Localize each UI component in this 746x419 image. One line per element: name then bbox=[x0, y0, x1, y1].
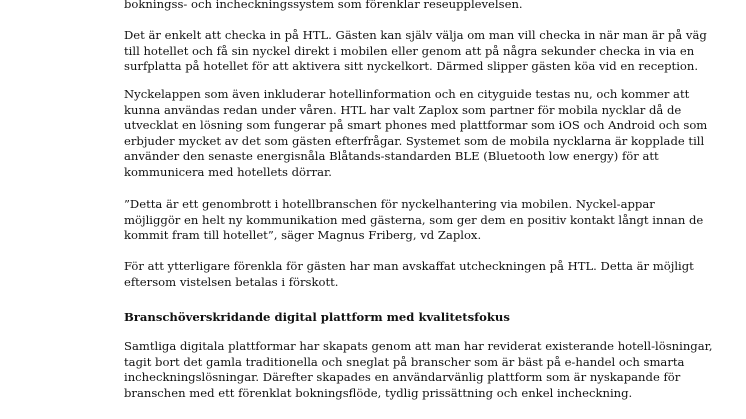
paragraph-check-in bbox=[124, 28, 724, 75]
text-line: bokningss- och incheckningssystem som förenklar reseupplevelsen. bbox=[124, 0, 523, 11]
text-line: till hotellet och få sin nyckel direkt i mobilen eller genom att på några sekunder checka in via en bbox=[124, 43, 695, 58]
text-line: eftersom vistelsen betalas i förskott. bbox=[124, 274, 339, 289]
paragraph-key-app bbox=[124, 87, 724, 180]
section-heading bbox=[124, 310, 724, 326]
text-line: erbjuder mycket av det som gästen efterfrågar. Systemet som de mobila nycklarna är kopplade till bbox=[124, 133, 705, 148]
text-line: ”Detta är ett genombrott i hotellbranschen för nyckelhantering via mobilen. Nyckel-appar bbox=[124, 197, 655, 211]
text-line: kommit fram till hotellet”, säger Magnus Friberg, vd Zaplox. bbox=[124, 228, 482, 242]
text-line: Samtliga digitala plattformar har skapats genom att man har reviderat existerande hotell-lösningar, bbox=[124, 339, 713, 353]
text-line: branschen med ett förenklat bokningsflöde, tydlig prissättning och enkel incheckning. bbox=[124, 385, 633, 400]
text-line: kunna användas redan under våren. HTL har valt Zaplox som partner för mobila nycklar då de bbox=[124, 102, 682, 117]
text-line: använder den senaste energisnåla Blåtands-standarden BLE (Bluetooth low energy) för att bbox=[124, 149, 659, 163]
text-line: surfplatta på hotellet för att aktivera sitt nyckelkort. Därmed slipper gästen köa vid en reception. bbox=[124, 59, 699, 73]
text-line: möjliggör en helt ny kommunikation med gästerna, som ger dem en positiv kontakt långt innan de bbox=[124, 212, 704, 227]
text-line: tagit bort det gamla traditionella och sneglat på branscher som är bäst på e-handel och smarta bbox=[124, 354, 685, 369]
text-line: utvecklat en lösning som fungerar på smart phones med plattformar som iOS och Android och som bbox=[124, 118, 708, 132]
heading-text: Branschöverskridande digital plattform med kvalitetsfokus bbox=[124, 310, 510, 324]
paragraph-checkout bbox=[124, 259, 724, 290]
text-line: Nyckelappen som även inkluderar hotellinformation och en cityguide testas nu, och kommer att bbox=[124, 87, 690, 101]
paragraph-digital-platform bbox=[124, 339, 724, 401]
paragraph-quote bbox=[124, 197, 724, 244]
paragraph-intro-end bbox=[124, 0, 724, 13]
text-line: kommunicera med hotellets dörrar. bbox=[124, 164, 332, 179]
text-line: incheckningslösningar. Därefter skapades en användarvänlig plattform som är nyskapande för bbox=[124, 370, 681, 384]
text-line: Det är enkelt att checka in på HTL. Gästen kan själv välja om man vill checka in när man är på väg bbox=[124, 28, 707, 42]
text-line: För att ytterligare förenkla för gästen har man avskaffat utcheckningen på HTL. Detta är möjligt bbox=[124, 259, 694, 273]
